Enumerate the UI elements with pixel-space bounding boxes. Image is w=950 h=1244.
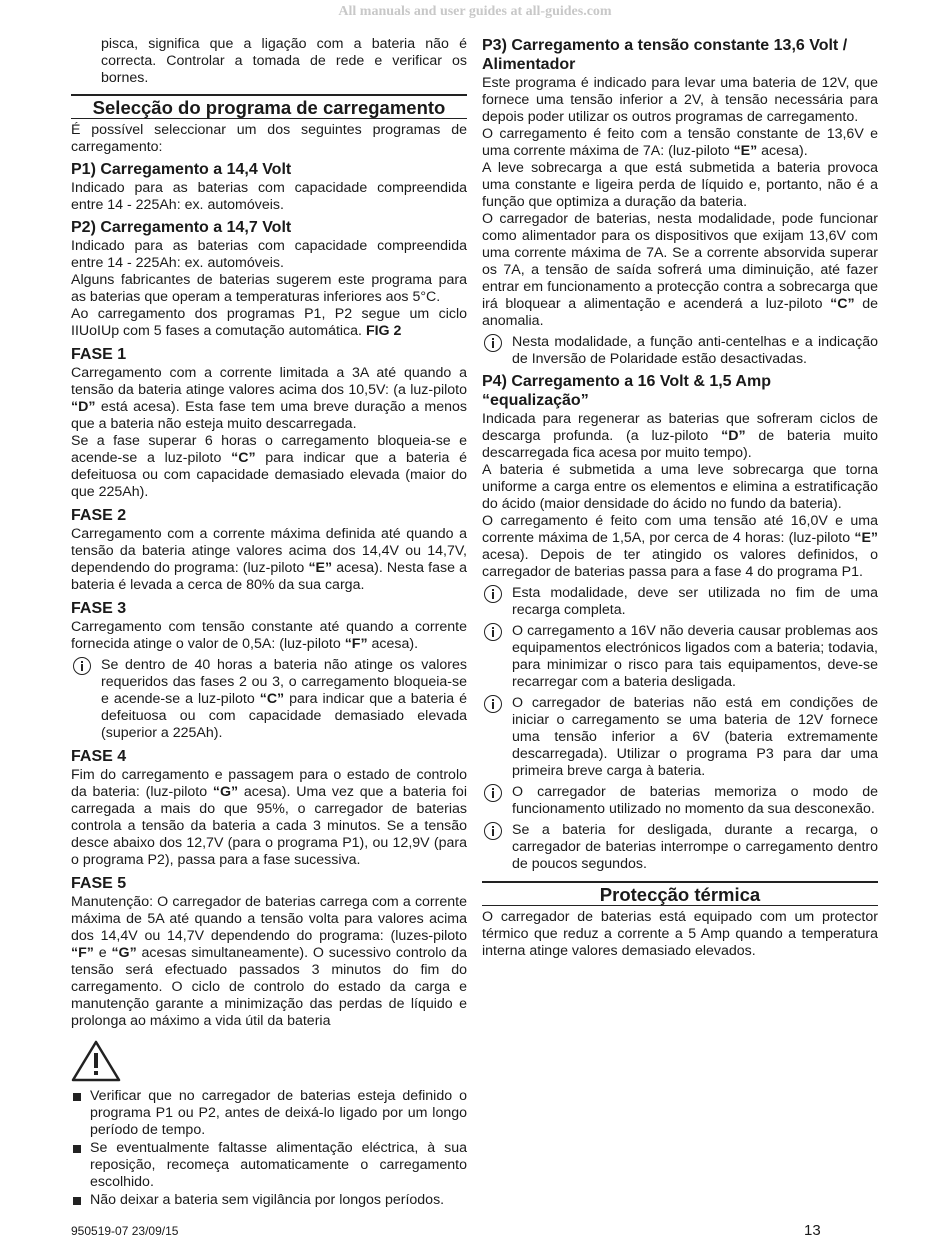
right-column — [482, 36, 878, 960]
bullet-item: Não deixar a bateria sem vigilância por longos períodos. — [71, 1192, 467, 1209]
p3-heading: P3) Carregamento a tensão constante 13,6 Volt / Alimentador — [482, 37, 848, 73]
note-16v: O carregamento a 16V não deveria causar problemas aos equipamentos electrónicos ligados com a bateria; todavia, para minimizar o risco para tais equipamentos, deve-se recarregar com a bateria desligada. — [482, 623, 878, 691]
fase5-text: Manutenção: O carregador de baterias carrega com a corrente máxima de 5A até quando a tensão volta para valores acima dos 14,4V ou 14,7V dependendo do programa: (luzes-piloto “F” e “G” acesas simultaneamente). O sucessivo controlo da tensão será efectuado passados 3 minutos do fim do carregamento. O ciclo de controlo do estado da carga e manutenção garante a minimização das perdas de líquido e prolonga ao máximo a vida útil da bateria — [71, 894, 467, 1029]
p2-text-3: Ao carregamento dos programas P1, P2 segue um ciclo IIUoIUp com 5 fases a comutação automática. FIG 2 — [71, 306, 467, 339]
p4-heading: P4) Carregamento a 16 Volt & 1,5 Amp “equalização” — [482, 373, 771, 409]
info-icon — [484, 585, 502, 603]
fase1-heading: FASE 1 — [71, 346, 127, 363]
fase4-text: Fim do carregamento e passagem para o estado de controlo da bateria: (luz-piloto “G” acesa). Uma vez que a bateria foi carregada a mais do que 95%, o carregador de baterias controla a tensão da bateria a cada 3 minutos. Se a tensão desce abaixo dos 12,7V (para o programa P1), ou 12,9V (para o programa P2), passa para a fase sucessiva. — [71, 767, 467, 868]
document-code: 950519-07 23/09/15 — [71, 1224, 179, 1238]
fase5-heading: FASE 5 — [71, 875, 127, 892]
p2-heading: P2) Carregamento a 14,7 Volt — [71, 219, 292, 236]
section-title-thermal: Protecção térmica — [482, 881, 878, 906]
p4-text-2: A bateria é submetida a uma leve sobrecarga que torna uniforme a carga entre os elementos e elimina a estratificação do ácido (maior densidade do ácido no fundo da bateria). — [482, 462, 878, 512]
fase1-text-2: Se a fase superar 6 horas o carregamento bloqueia-se e acende-se a luz-piloto “C” para indicar que a bateria é defeituosa ou com capacidade demasiado elevada (maior do que 225Ah). — [71, 433, 467, 500]
p2-text-1: Indicado para as baterias com capacidade compreendida entre 14 - 225Ah: ex. automóveis. — [71, 238, 467, 271]
thermal-text: O carregador de baterias está equipado com um protector térmico que reduz a corrente a 5 Amp quando a temperatura interna atinge valores demasiado elevados. — [482, 909, 878, 959]
note-fase3: Se dentro de 40 horas a bateria não atinge os valores requeridos das fases 2 ou 3, o carregamento bloqueia-se e acende-se a luz-piloto “C” para indicar que a bateria é defeituosa ou com capacidade demasiado elevada (superior a 225Ah). — [71, 657, 467, 742]
info-icon — [484, 695, 502, 713]
p2-text-2: Alguns fabricantes de baterias sugerem este programa para as baterias que operam a temperaturas inferiores aos 5°C. — [71, 272, 467, 305]
fig-ref: FIG 2 — [365, 323, 402, 339]
bullet-item: Se eventualmente faltasse alimentação eléctrica, à sua reposição, recomeça automaticamente o carregamento escolhido. — [71, 1140, 467, 1191]
note-disconnect: Se a bateria for desligada, durante a recarga, o carregador de baterias interrompe o carregamento dentro de poucos segundos. — [482, 822, 878, 873]
intro-text: É possível seleccionar um dos seguintes programas de carregamento: — [71, 122, 467, 155]
fase4-heading: FASE 4 — [71, 748, 127, 765]
p4-text-3: O carregamento é feito com uma tensão até 16,0V e uma corrente máxima de 1,5A, por cerca de 4 horas: (luz-piloto “E” acesa). Depois de ter atingido os valores definidos, o carregador de baterias passa para a fase 4 do programa P1. — [482, 513, 878, 580]
info-icon — [484, 334, 502, 352]
fase2-heading: FASE 2 — [71, 507, 127, 524]
section-title-program: Selecção do programa de carregamento — [71, 94, 467, 119]
info-icon — [484, 822, 502, 840]
p3-text-4: O carregador de baterias, nesta modalidade, pode funcionar como alimentador para os dispositivos que exijam 13,6V com uma corrente máxima de 7A. Se a corrente absorvida superar os 7A, a tensão de saída sofrerá uma diminuição, até fazer entrar em funcionamento a protecção contra a sobrecarga que irá bloquear a alimentação e acenderá a luz-piloto “C” de anomalia. — [482, 211, 878, 329]
p1-heading: P1) Carregamento a 14,4 Volt — [71, 161, 292, 178]
bullet-item: Verificar que no carregador de baterias esteja definido o programa P1 ou P2, antes de deixá-lo ligado por um longo período de tempo. — [71, 1088, 467, 1139]
fase3-heading: FASE 3 — [71, 600, 127, 617]
p3-text-1: Este programa é indicado para levar uma bateria de 12V, que fornece uma tensão inferior a 2V, à tensão necessária para depois poder utilizar os outros programas de carregamento. — [482, 75, 878, 125]
page-number: 13 — [804, 1222, 821, 1239]
p3-text-3: A leve sobrecarga a que está submetida a bateria provoca uma constante e ligeira perda de líquido e, portanto, não é a função que optimiza a duração da bateria. — [482, 160, 878, 210]
p1-text: Indicado para as baterias com capacidade compreendida entre 14 - 225Ah: ex. automóveis. — [71, 180, 467, 213]
note-p4: Esta modalidade, deve ser utilizada no fim de uma recarga completa. — [482, 585, 878, 619]
p3-text-2: O carregamento é feito com a tensão constante de 13,6V e uma corrente máxima de 7A: (luz-piloto “E” acesa). — [482, 126, 878, 159]
info-icon — [484, 623, 502, 641]
fase1-text-1: Carregamento com a corrente limitada a 3A até quando a tensão da bateria atinge valores acima dos 10,5V: (a luz-piloto “D” está acesa). Esta fase tem uma breve duração a menos que a bateria não esteja muito descarregada. — [71, 365, 467, 432]
continued-text: pisca, significa que a ligação com a bateria não é correcta. Controlar a tomada de rede e verificar os bornes. — [101, 36, 467, 86]
watermark: All manuals and user guides at all-guides.com — [338, 4, 612, 19]
p4-text-1: Indicada para regenerar as baterias que sofreram ciclos de descarga profunda. (a luz-piloto “D” de bateria muito descarregada fica acesa por muito tempo). — [482, 411, 878, 461]
info-icon — [484, 784, 502, 802]
left-column — [71, 36, 467, 1210]
note-memory: O carregador de baterias memoriza o modo de funcionamento utilizado no momento da sua desconexão. — [482, 784, 878, 818]
warning-icon — [71, 1040, 467, 1082]
note-6v: O carregador de baterias não está em condições de iniciar o carregamento se uma bateria de 12V fornece uma tensão inferior a 6V (bateria extremamente descarregada). Utilizar o programa P3 para dar uma primeira breve carga à bateria. — [482, 695, 878, 780]
info-icon — [73, 657, 91, 675]
note-p3: Nesta modalidade, a função anti-centelhas e a indicação de Inversão de Polaridade estão desactivadas. — [482, 334, 878, 368]
fase2-text: Carregamento com a corrente máxima definida até quando a tensão da bateria atinge valores acima dos 14,4V ou 14,7V, dependendo do programa: (luz-piloto “E” acesa). Nesta fase a bateria é levada a cerca de 80% da sua carga. — [71, 526, 467, 593]
fase3-text: Carregamento com tensão constante até quando a corrente fornecida atinge o valor de 0,5A: (luz-piloto “F” acesa). — [71, 619, 467, 652]
